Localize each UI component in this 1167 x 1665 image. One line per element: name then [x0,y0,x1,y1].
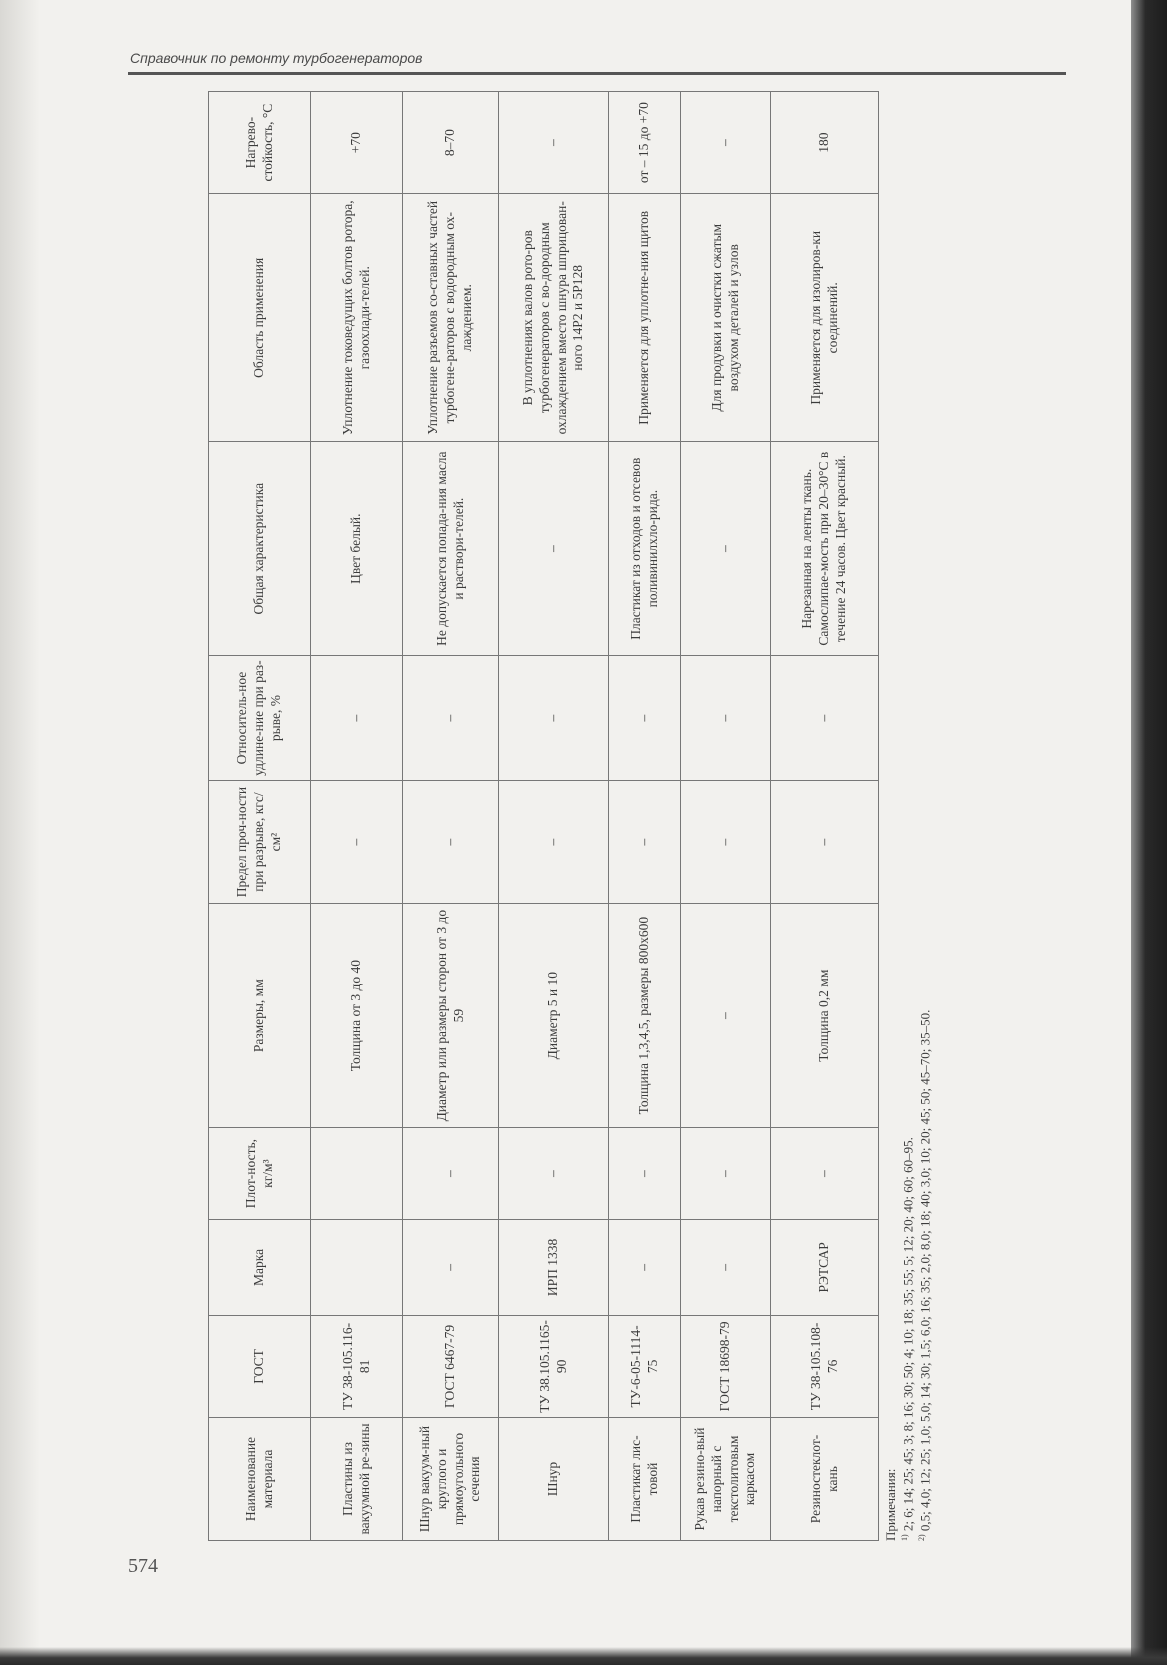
cell-brand: – [681,1219,771,1315]
cell-brand: – [403,1219,499,1315]
note-2-text: 0,5; 4,0; 12; 25; 1,0; 5,0; 14; 30; 1,5; 6,0; 16; 35; 2,0; 8,0; 18; 40; 3,0; 10; 20; 45; 50; 45–70; 35–50. [917,1009,933,1532]
cell-application: Применяется для уплотне-ния щитов [609,194,681,442]
cell-application: В уплотнениях валов рото-ров турбогенераторов с во-дородным охлаждением вместо шнура шприцован-ного 14Р2 и 5Р128 [499,194,609,442]
cell-general: – [681,442,771,656]
table-row [403,92,499,1541]
cell-dimensions: Толщина от 3 до 40 [311,904,403,1128]
page-number: 574 [128,1555,158,1577]
cell-density: – [499,1128,609,1220]
table-row [499,92,609,1541]
note-1-text: 2; 6; 14; 25; 45; 3; 8; 16; 30; 50; 4; 10; 18; 35; 55; 5; 12; 20; 40; 60; 60–95. [900,1137,916,1532]
col-header-material: Наименование материала [209,1418,311,1541]
cell-tensile: – [311,781,403,904]
cell-brand: РЭТСАР [771,1219,879,1315]
table-row [311,92,403,1541]
cell-elongation: – [403,656,499,781]
cell-heat: – [499,92,609,194]
cell-tensile: – [681,781,771,904]
cell-general: Цвет белый. [311,442,403,656]
cell-application: Уплотнение разъемов со-ставных частей турбогене-раторов с водородным ох-лаждением. [403,194,499,442]
col-header-general: Общая характеристика [209,442,311,656]
cell-heat: +70 [311,92,403,194]
col-header-dimensions: Размеры, мм [209,904,311,1128]
cell-density: – [609,1128,681,1220]
note-1 [900,91,917,1541]
cell-material: Резиностеклот-кань [771,1418,879,1541]
col-header-elongation: Относитель-ное удлине-ние при раз-рыве, % [209,656,311,781]
col-header-tensile: Предел проч-ности при разрыве, кгс/см² [209,781,311,904]
cell-elongation: – [311,656,403,781]
cell-heat: – [681,92,771,194]
cell-gost: ГОСТ 6467-79 [403,1315,499,1417]
cell-material: Пластины из вакуумной ре-зины [311,1418,403,1541]
cell-elongation: – [609,656,681,781]
cell-density: – [771,1128,879,1220]
table-row [681,92,771,1541]
note-2 [917,91,934,1541]
cell-gost: ТУ 38-105.108-76 [771,1315,879,1417]
cell-density: – [403,1128,499,1220]
rotated-table-area [208,91,948,1541]
cell-material: Шнур вакуум-ный круглого и прямоугольного сечения [403,1418,499,1541]
cell-gost: ТУ 38.105.1165-90 [499,1315,609,1417]
cell-material: Рукав резино-вый напорный с текстолитовым каркасом [681,1418,771,1541]
cell-elongation: – [771,656,879,781]
cell-application: Для продувки и очистки сжатым воздухом деталей и узлов [681,194,771,442]
cell-brand: – [609,1219,681,1315]
cell-gost: ТУ 38-105.116-81 [311,1315,403,1417]
cell-dimensions: Диаметр 5 и 10 [499,904,609,1128]
cell-tensile: – [771,781,879,904]
cell-tensile: – [403,781,499,904]
table-row [771,92,879,1541]
cell-tensile: – [499,781,609,904]
scan-left-shadow [0,0,40,1665]
cell-general: Не допускается попада-ния масла и раствори-телей. [403,442,499,656]
cell-application: Применяется для изолиров-ки соединений. [771,194,879,442]
cell-density: – [681,1128,771,1220]
cell-heat: от – 15 до +70 [609,92,681,194]
cell-tensile: – [609,781,681,904]
col-header-gost: ГОСТ [209,1315,311,1417]
cell-dimensions: Диаметр или размеры сторон от 3 до 59 [403,904,499,1128]
col-header-heat: Нагрево-стойкость, °С [209,92,311,194]
cell-general: Нарезанная на ленты ткань. Самослипае-мость при 20–30°С в течение 24 часов. Цвет красный. [771,442,879,656]
cell-brand [311,1219,403,1315]
cell-brand: ИРП 1338 [499,1219,609,1315]
cell-heat: 8–70 [403,92,499,194]
cell-gost: ТУ-6-05-1114-75 [609,1315,681,1417]
note-1-mark: 1) [899,1534,909,1541]
cell-elongation: – [499,656,609,781]
table-notes [883,91,934,1541]
table-header-row [209,92,311,1541]
materials-table [208,91,879,1541]
scan-right-edge [1131,0,1167,1665]
cell-material: Шнур [499,1418,609,1541]
cell-application: Уплотнение токоведущих болтов ротора, газоохлади-телей. [311,194,403,442]
cell-gost: ГОСТ 18698-79 [681,1315,771,1417]
header-rule [128,72,1066,75]
cell-material: Пластикат лис-товой [609,1418,681,1541]
col-header-application: Область применения [209,194,311,442]
cell-density [311,1128,403,1220]
cell-general: Пластикат из отходов и отсевов поливинилхло-рида. [609,442,681,656]
cell-heat: 180 [771,92,879,194]
cell-dimensions: – [681,904,771,1128]
note-2-mark: 2) [917,1534,927,1541]
col-header-density: Плот-ность, кг/м³ [209,1128,311,1220]
running-header: Справочник по ремонту турбогенераторов [130,50,423,66]
col-header-brand: Марка [209,1219,311,1315]
table-row [609,92,681,1541]
cell-general: – [499,442,609,656]
notes-title: Примечания: [883,1468,898,1541]
cell-dimensions: Толщина 1,3,4,5, размеры 800х600 [609,904,681,1128]
scan-bottom-edge [0,1647,1167,1665]
cell-dimensions: Толщина 0,2 мм [771,904,879,1128]
cell-elongation: – [681,656,771,781]
